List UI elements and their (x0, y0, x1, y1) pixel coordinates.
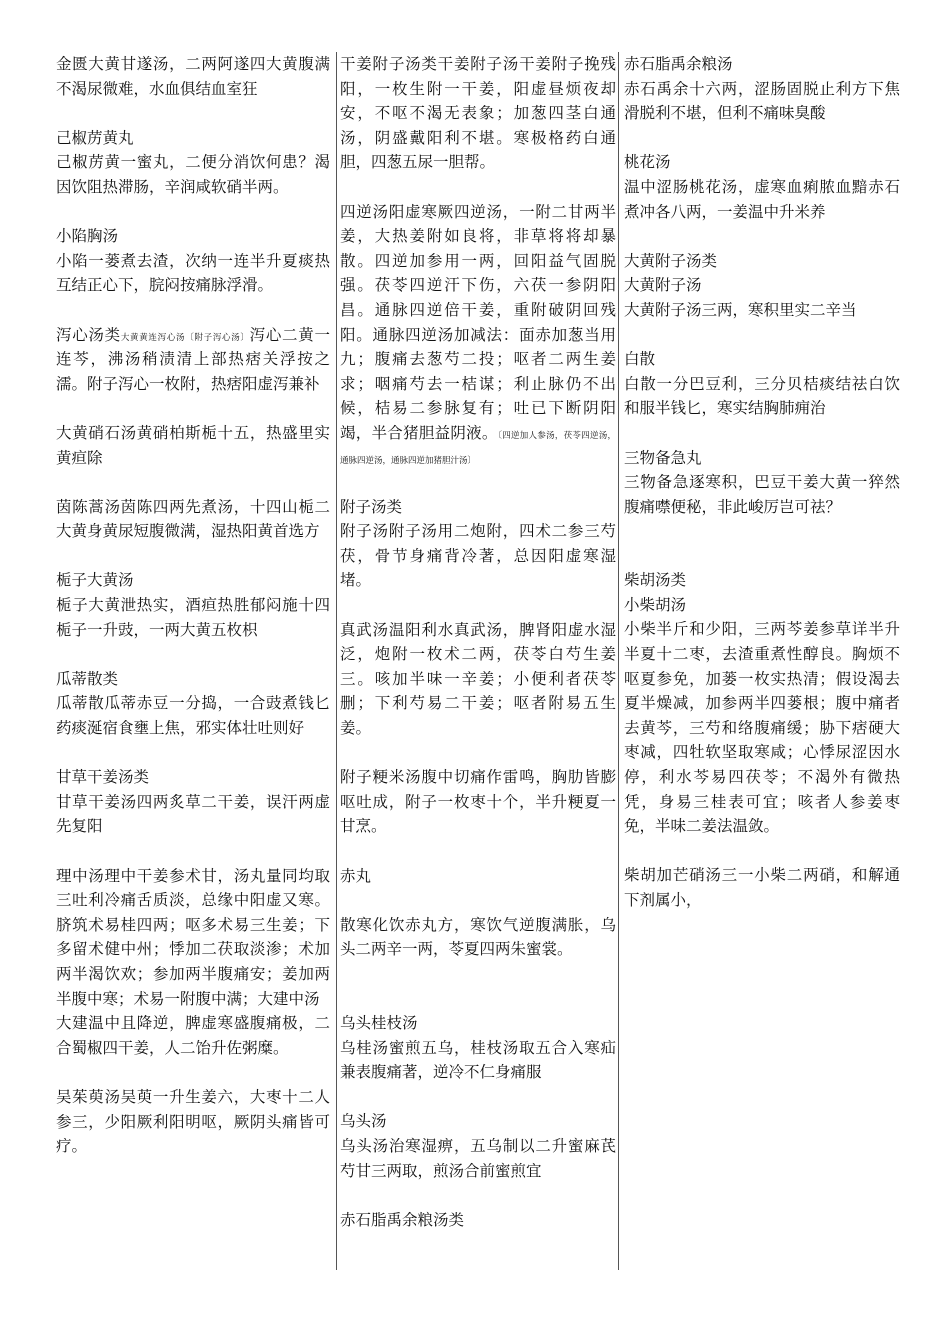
paragraph-gancao-ganjiang: 甘草干姜汤类 甘草干姜汤四两炙草二干姜，误汗两虚先复阳 (56, 768, 330, 836)
paragraph-zhenwu: 真武汤温阳利水真武汤，脾肾阳虚水湿泛，炮附一枚术二两，茯苓白芍生姜三。咳加半味一辛姜；小便利者茯苓删；下利芍易二干姜；呕者附易五生姜。 (340, 620, 616, 738)
paragraph-chishizhi: 赤石脂禹余粮汤 赤石禹余十六两，涩肠固脱止利方下焦滑脱利不堪，但利不痛味臭酸 (624, 55, 900, 123)
column-divider-1 (336, 52, 337, 1270)
sini-note: 〔四逆加人参汤，茯苓四逆汤，通脉四逆汤，通脉四逆加猪胆汁汤〕 (340, 430, 616, 466)
paragraph-lizhong: 理中汤理中干姜参术甘，汤丸量同均取三吐利冷痛舌质淡，总缘中阳虚又寒。脐筑术易桂四两；呕多术易三生姜；下多留术健中州；悸加二茯取淡渗；术加两半渴饮欢；参加两半腹痛安；姜加两半腹中寒；术易一附腹中满；大建中汤 大建温中且降逆，脾虚寒盛腹痛极，二合蜀椒四干姜，人二饴升佐粥糜。 (56, 866, 330, 1057)
paragraph-wuzhuyu: 吴茱萸汤吴萸一升生姜六，大枣十二人参三，少阳厥利阳明呕，厥阴头痛皆可疗。 (56, 1087, 330, 1156)
heading-chishizhi-class: 赤石脂禹余粮汤类 (340, 1210, 465, 1229)
xiexin-note: 大黄黄连泻心汤 (120, 332, 186, 343)
column-1 (56, 52, 330, 1183)
paragraph-wutou: 乌头汤 乌头汤治寒湿痹，五乌制以二升蜜麻芪芍甘三两取，煎汤合前蜜煎宜 (340, 1112, 616, 1180)
paragraph-xiexin (56, 323, 330, 397)
paragraph-baisan: 白散 白散一分巴豆利，三分贝桔痰结祛白饮和服半钱匕，寒实结胸肺痈治 (624, 350, 900, 418)
paragraph-fuzi-jingmi: 附子粳米汤腹中切痛作雷鸣，胸肋皆膨呕吐成，附子一枚枣十个，半升粳夏一甘烹。 (340, 768, 616, 836)
paragraph-wutou-guizhi: 乌头桂枝汤 乌桂汤蜜煎五乌，桂枝汤取五合入寒疝兼表腹痛著，逆冷不仁身痛服 (340, 1013, 616, 1082)
paragraph-xiaoxianxiong: 小陷胸汤 小陷一蒌煮去渣，次纳一连半升夏痰热互结正心下，脘闷按痛脉浮滑。 (56, 227, 330, 295)
paragraph-chaihu-mangxiao: 柴胡加芒硝汤三一小柴二两硝，和解通下剂属小， (624, 866, 900, 909)
paragraph-dahuang-xiaoshi: 大黄硝石汤黄硝柏斯栀十五，热盛里实黄疸除 (56, 423, 330, 467)
heading-chiwan: 赤丸 (340, 866, 372, 885)
xiexin-body: 泻心二黄一连芩，沸汤稍渍清上部热痞关浮按之濡。附子泻心一枚附，热痞阳虚泻兼补 (56, 325, 330, 393)
paragraph-jijiao-lihuang: 己椒苈黄丸 己椒苈黄一蜜丸，二便分消饮何患？渴因饮阻热滞肠，辛润咸软硝半两。 (56, 128, 330, 196)
paragraph-xiaochaihu: 柴胡汤类 小柴胡汤 小柴半斤和少阳，三两芩姜参草详半升半夏十二枣，去渣重煮性醇良。胸烦不呕夏参免，加蒌一枚实热清；假设渴去夏半燥减，加参两半四蒌根；腹中痛者去黄芩，三芍和络腹痛缓；胁下痞硬大枣减，四牡软坚取寒咸；心悸尿涩因水停，利水芩易四茯苓；不渴外有微热凭，身易三桂表可宜；咳者人参姜枣免，半味二姜法温敛。 (624, 571, 900, 836)
paragraph-dahuang-gansui: 金匮大黄甘遂汤，二两阿遂四大黄腹满不渴尿微难，水血俱结血室狂 (56, 55, 330, 98)
paragraph-taohua: 桃花汤 温中涩肠桃花汤，虚寒血痢脓血黯赤石煮冲各八两，一姜温中升米养 (624, 153, 900, 221)
paragraph-sanwu-beiji: 三物备急丸 三物备急逐寒积，巴豆干姜大黄一猝然腹痛噤便秘，非此峻厉岂可祛？ (624, 448, 900, 516)
sini-body: 四逆汤阳虚寒厥四逆汤，一附二甘两半姜，大热姜附如良将，非草将将却暴散。四逆加参用一两，回阳益气固脱强。茯苓四逆汗下伤，六茯一参阴阳昌。通脉四逆倍干姜，重附破阴回残阳。通脉四逆汤加减法：面赤加葱当用九；腹痛去葱芍二投；呕者二两生姜求；咽痛芍去一桔谋；利止脉仍不出候，桔易二参脉复有；吐已下断阴阳竭，半合猪胆益阴液。 (340, 202, 616, 442)
column-2 (340, 52, 616, 1257)
paragraph-dahuang-fuzi: 大黄附子汤类 大黄附子汤 大黄附子汤三两，寒积里实二辛当 (624, 251, 857, 319)
paragraph-yinchenhao: 茵陈蒿汤茵陈四两先煮汤，十四山栀二大黄身黄尿短腹微满，湿热阳黄首选方 (56, 497, 330, 541)
paragraph-zhizi-dahuang: 栀子大黄汤 栀子大黄泄热实，酒疸热胜郁闷施十四栀子一升豉，一两大黄五枚枳 (56, 571, 330, 639)
paragraph-ganjiang-fuzi: 干姜附子汤类干姜附子汤干姜附子挽残阳，一枚生附一干姜，阳虚昼烦夜却安，不呕不渴无表象；加葱四茎白通汤，阴盛戴阳利不堪。寒极格药白通胆，四葱五尿一胆帮。 (340, 55, 616, 172)
xiexin-note2: 〔附子泻心汤〕 (185, 332, 250, 343)
paragraph-chiwan: 散寒化饮赤丸方，寒饮气逆腹满胀，乌头二两辛一两，苓夏四两朱蜜裳。 (340, 915, 616, 959)
column-3 (624, 52, 900, 937)
paragraph-sini (340, 200, 616, 471)
paragraph-fuzi: 附子汤类 附子汤附子汤用二炮附，四术二参三芍茯，骨节身痛背冷著，总因阳虚寒湿堵。 (340, 497, 616, 590)
column-divider-2 (618, 52, 619, 1270)
paragraph-guadi: 瓜蒂散类 瓜蒂散瓜蒂赤豆一分捣，一合豉煮钱匕药痰涎宿食壅上焦，邪实体壮吐则好 (56, 669, 330, 738)
xiexin-title: 泻心汤类 (56, 325, 121, 344)
